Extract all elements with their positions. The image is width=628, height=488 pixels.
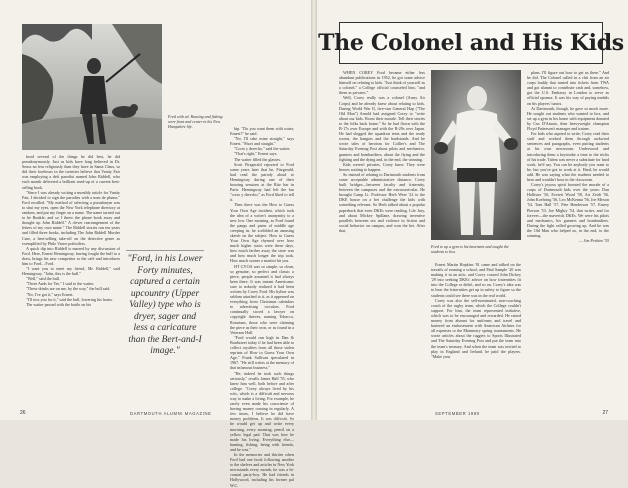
ford-hunting-photo [22,24,162,150]
paragraph: Corey's joyous spirit boosted the morale of a corps of Dartmouth kids over the years: Dan Hollister '56, Everett Wood '58, Art Zeidt '56, John Koehring '56, Leo McKenna '56, Joe Mexon '54, Tom Hall '57, Pete Henderson '57, Emery Pierson '53, Joe Mighty '54, that writer, and for forever—the maverick DKEs. We were his pilots and mechanics, his gunners and bombardiers. During the fight called growing up. And he was the Old Man who helped us, in the end, to the winning. [527,182,609,238]
article-title-box [318,22,624,64]
right-column-1 [339,70,425,408]
boxing-photo [431,70,521,240]
paragraph: "Since I was already writing a monthly article for Vanity Fair, I decided to sign the parodies with a nom de plume," Ford recalled. "My method of selecting a pseudonym was to shut my eyes, open the New York telephone directory at random, and put my finger on a name. The name turned out to be Runkle, and so I threw the phone book away and thought up John Riddell." A clever rearrangement of the letters of my own name." The Riddell stories ran ten years and filled three books, including The John Riddell Murder Case, a best-selling take-off on the detective genre as exemplified by Philo Vance potboilers. [22,189,120,246]
paragraph: hood several of the things he did best, he did pseudonymously. Just as kids have long believed in Dr. Seuss no less religiously than they have in Santa Claus, so did their forebears in the twenties believe that Vanity Fair was employing a deft parodist named John Riddell, who each month delivered a brilliant send-up of a current best-selling book. [22,154,120,190]
paragraph: "I'll toss you for it," said the bull, lowering his horns. [26,296,113,302]
paragraph: Then there was the How to Guess Your Own Age incident, which took the idea of a writer's anonymity to a new low. One morning, as Ford found the pangs and pains of middle age creeping in, he scribbled an amusing sketch on the subject. How to Guess Your Own Age rhymed over how much higher stairs were these days, how much farther away the store was and how much longer the trip took. How much sooner a martini hit you. [230,202,294,264]
paragraph: At Dartmouth, though, he gave so much more. He sought out students who wanted to box, and set up a gym in his home with equipment donated by Cus D'Amato, then heavyweight champion Floyd Patterson's manager and trainer. [527,105,609,132]
paragraph: "No, I'll take mine straight," says Ernest. "Short and straight." [230,136,294,147]
pull-quote: "Ford, in his Lower Forty minutes, captured a certain upcountry (Upper Valley) type who is dryer, sager and less a caricature than the Bert-and-I image." [126,250,204,358]
paragraph: The waiter passed with the bottle on his [26,301,92,307]
paragraph: Corey was also the self-nominated, non-coaching coach of the rugby team, which the College couldn't support. For him, the team represented initiative, which was to be encouraged and rewarded. He raised money from alumni for uniforms and travel and bartered an endorsement with American Airlines for all expenses to the Mommery spring tournaments. He wrote articles about the ruggers to Sports Illustrated and The Saturday Evening Post and put the team into the team's treasury. And when the team was invited to play in England and Ireland, he paid the players. "Make your [431,297,521,359]
paragraph: A quick dip into Riddell is marred by any discussion of Ford. Here, Ernest Hemingway, having fought the bull to a draw, brings his new competitor to the café and introduces him to Ford....Ford. [22,245,120,266]
article-title: The Colonel and His Kids [318,30,624,56]
paragraph: Scott Fitzgerald reported to Ford some years later that he, Fitzgerald, had read the parody aloud to Hemingway during one of their boozing sessions at the Ritz bar in Paris. Hemingway had left the bar "corto y derecho," as Ford liked to tell it. [230,161,294,203]
paragraph: "These drinks are on me, by the way," the bull said. [26,286,111,292]
paragraph: "I want you to meet my friend, Mr. Riddell," said Hemingway. "John, this is the bull." [22,266,120,277]
paragraph: Well, Corey really was a colonel (Army Air Corps) and he already knew about relating to kids. During World War II, five-star General Hap ("The Old Man") Arnold had assigned Corey to "write about our kids. Boost their morale. Tell their stories to the folks back home." So he had flown with the B-17s over Europe and with the B-29s over Japan. He had slogged the squadron tents and the ready rooms, the hangars and the hardstands. And he wrote tales of heroism for Collier's and The Saturday Evening Post about pilots and mechanics, gunners and bombardiers, about the flying and the fighting and the dying and, in the end, the winning. [339,95,425,162]
paragraph: "He, indeed he took such things seriously," recalls James Hall '55, who knew him well, both before and after college. "Corey always lived by his wits, which is a difficult and nervous way to make a living. For example, he rarely even made his conscience of having money coming in regularly. A few times, I believe he did have money problems. It was difficult. So he would get up and write every morning, every morning, pencil on a yellow legal pad. That was how he made his living. Everything else—hunting, fishing, being with friends, and he was." [230,370,294,452]
right-column-2 [431,262,521,408]
left-footer: DARTMOUTH ALUMNI MAGAZINE [130,411,212,416]
right-page-number: 27 [602,410,608,416]
paragraph: plans. I'll figure out how to get us there." And he did. The Colonel called in a chit from an air corps buddy that turned into tickets from TWA and got alumni to contribute cash and, somehow, got the U.S. Embassy in London to serve as official sponsor. It was his way of paying medals on his players' tunics. [527,70,609,106]
paragraph: WHEN COREY Ford became either less abundant publications in 1952, he got some advice himself on relating to kids. "Just think of yourself as a colonel," a College official counseled him, "and them as privates." [339,70,425,96]
paragraph: Kids weren't privates, Corey knew. They were heroes waiting to happen. [339,161,425,172]
paragraph: For kids who aspired to write, Corey read their stuff and worked them through awkward sentences and paragraphs, even putting students at his own newsroom. Underwood and introducing them a keystroke a time to the tricks of his trade. Talent was never a substitute for hard work, he'd say. You can be anybody you want to be, but you've got to work at it. Hard, he would add. He was saying what the students needed to hear and wouldn't hear in the classroom. [527,131,609,182]
paragraph: "Three Ands for Yes." I said to the waiter. [26,281,95,287]
left-page [0,0,311,488]
paragraph: The waiter filled the glasses. [234,156,281,162]
photo-caption: Ford with ed. Hunting and fishing were front and center in his New Hampshire life. [168,114,223,129]
paragraph: HT GYOA was so simple, so clean, so genuine, so perfect and classic a piece, people assumed it had always been there. It was instant Americana: sure to nobody realized it had been written by Corey Ford. His byline was seldom attached to it, as it appeared on everything from Christmas calendars to advertising circulars. Ford continually sicced a lawyer on copyright thieves, naming Tobacco, Rotarians, those who were claiming the piece as their own, or as found in a Veterans Hall. [230,263,294,335]
left-column-1 [22,154,120,404]
paragraph: "That's right," Ernest says. [234,151,278,157]
hunting-photo-illustration [22,24,162,150]
paragraph: "Well," said the bull. [26,276,61,282]
right-page [317,0,628,420]
boxing-photo-illustration [431,70,521,240]
paragraph: "Ford would run high in Dan & Bradstreet today if he had been able to collect royalties from all those stolen reprints of How to Guess Your Own Age," Frank Sullivan speculated in 1967. "He still writes at the memory of that infamous business." [230,334,294,371]
paragraph: In the memories and thirties when Ford had one book following another to the shelves and articles in New York newsstands every month, he was a bi-coastal party-boy. He had friends in Hollywood, including his former pal W.C. [230,452,294,488]
paragraph: "No, I've got it," says Ernest. [26,291,74,297]
boxing-photo-caption: Ford to up a gym to his basement and taught the students to box. [431,244,509,254]
byline: — Jim Perkins '55 [578,238,609,244]
right-footer: SEPTEMBER 1990 [435,411,480,416]
right-column-3 [527,70,609,408]
left-page-number: 26 [20,410,26,416]
paragraph: So instead of relating to Dartmouth students from some acceptable administrative distance, Corey built bridges—between faculty and fraternity, between the campuses and the extracurricular. He brought Camp Lt. Professor Herb Were '22 to the DKE house on a bet challenge the kids with something relevant. So Herb talked about a popular paperback that even DKEs were reading, Life Jury, and about Mickey Spillane, drawing inventive parallels between sex and violence in fiction and social behavior on campus, and won the bet. After that, [339,171,425,233]
paragraph: "Corto y derecho," said the waiter. [234,146,291,152]
paragraph: Ernest Martin Hopkins '01 came and talked on the travails of running a school, and Paul Sample '20 was making it in an attic, and Corey coaxed John Dickey '29 into seeking DKEs' advice on how fraternities fit into the College or didn't, and so on. Corey's idea was to hear the fraternities get up in safety to figure so the students could see there was in the real world. [431,262,521,298]
paragraph: hip. "Do you want them with water, Ernest?" he said. [230,126,294,137]
